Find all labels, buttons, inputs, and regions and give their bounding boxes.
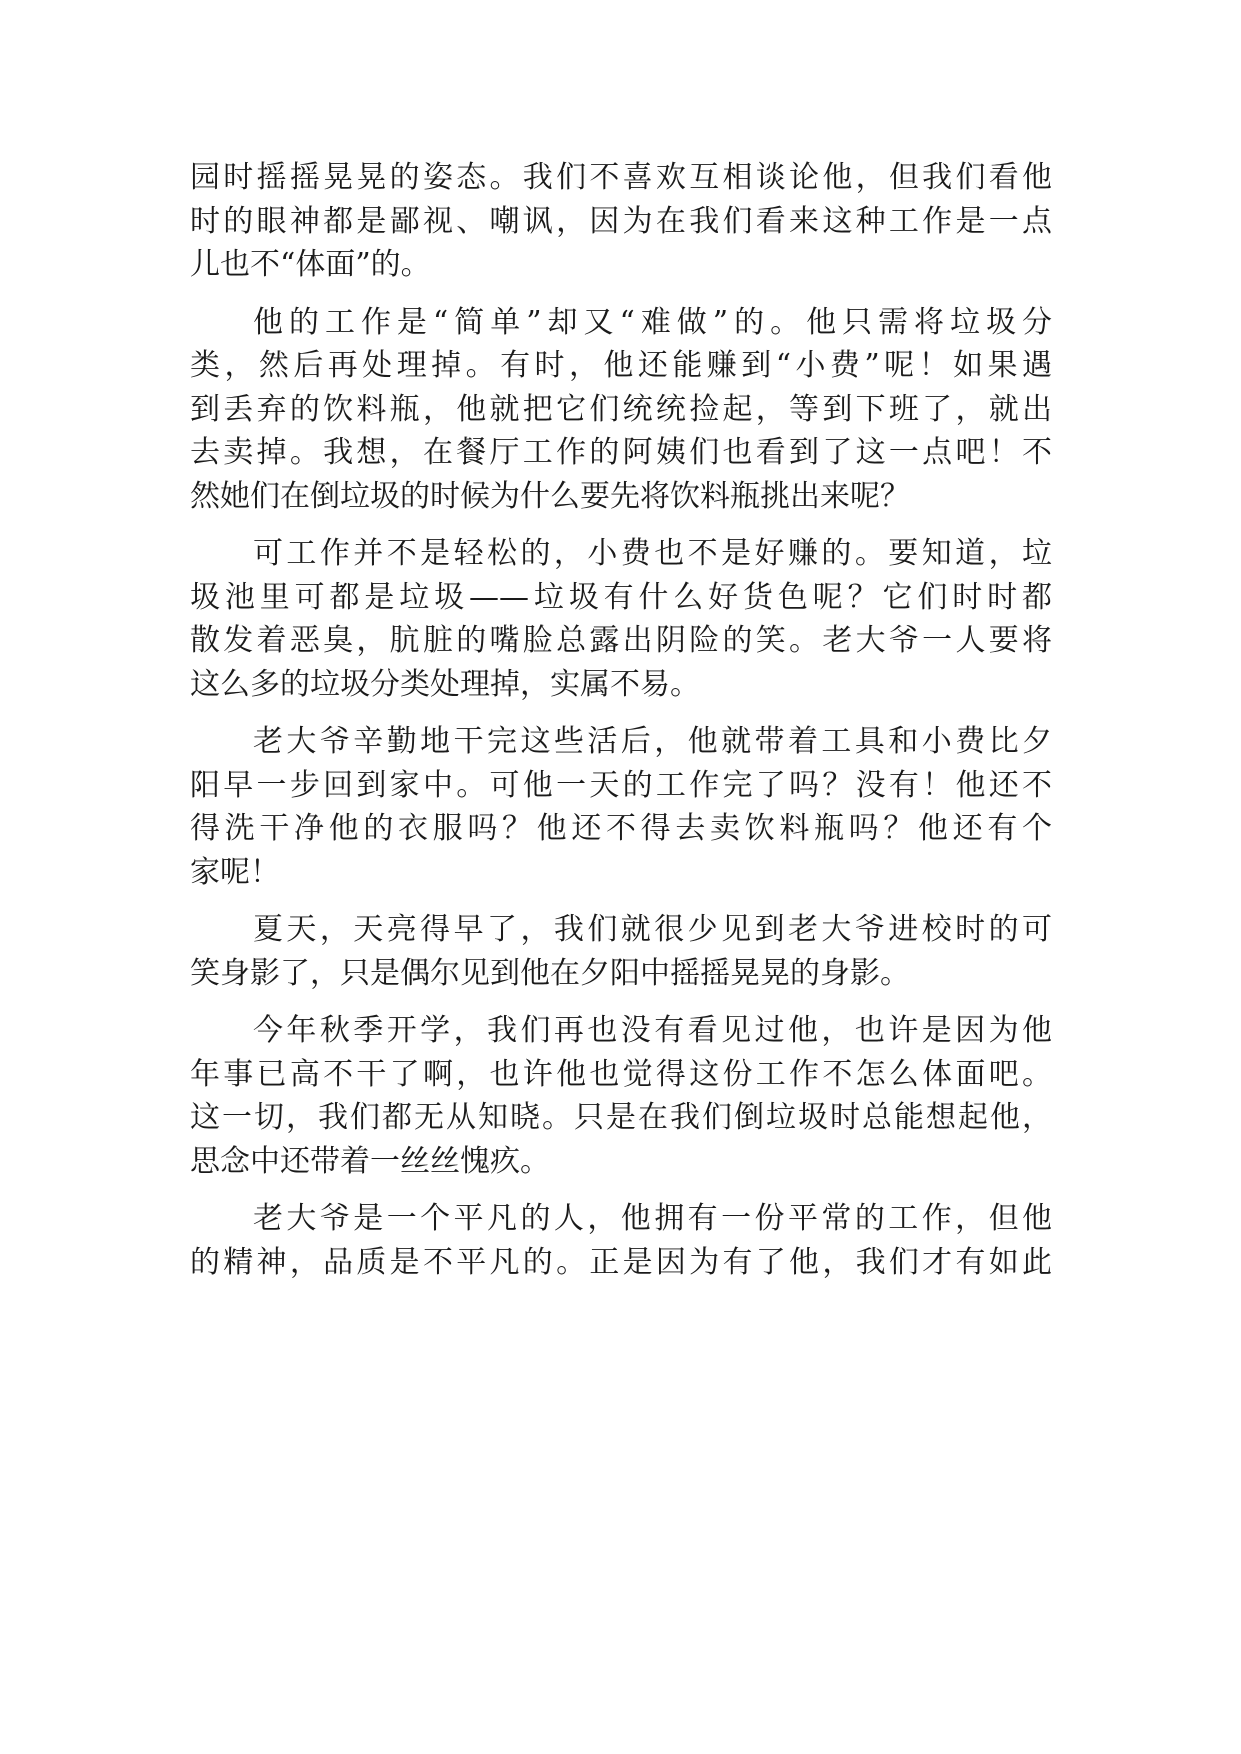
text-line: 笑身影了，只是偶尔见到他在夕阳中摇摇晃晃的身影。 (190, 955, 910, 991)
text-line: 时的眼神都是鄙视、嘲讽，因为在我们看来这种工作是一点 (190, 203, 1052, 239)
text-line: 夏天，天亮得早了，我们就很少见到老大爷进校时的可 (253, 912, 1052, 947)
text-line: 的精神，品质是不平凡的。正是因为有了他，我们才有如此 (190, 1244, 1052, 1280)
paragraph (190, 1009, 1052, 1183)
text-line: 这么多的垃圾分类处理掉，实属不易。 (190, 666, 700, 702)
text-line: 然她们在倒垃圾的时候为什么要先将饮料瓶挑出来呢？ (190, 478, 910, 514)
paragraph (190, 156, 1052, 287)
text-line: 可工作并不是轻松的，小费也不是好赚的。要知道，垃 (253, 536, 1052, 571)
text-line: 阳早一步回到家中。可他一天的工作完了吗？没有！他还不 (190, 767, 1052, 803)
text-line: 老大爷是一个平凡的人，他拥有一份平常的工作，但他 (253, 1201, 1052, 1236)
paragraph (190, 908, 1052, 995)
text-line: 今年秋季开学，我们再也没有看见过他，也许是因为他 (253, 1013, 1052, 1048)
text-line: 年事已高不干了啊，也许他也觉得这份工作不怎么体面吧。 (190, 1056, 1052, 1092)
paragraph (190, 1197, 1052, 1284)
text-line: 老大爷辛勤地干完这些活后，他就带着工具和小费比夕 (253, 724, 1052, 759)
text-line: 家呢！ (190, 854, 280, 890)
text-line: 园时摇摇晃晃的姿态。我们不喜欢互相谈论他，但我们看他 (190, 160, 1052, 195)
text-line: 去卖掉。我想，在餐厅工作的阿姨们也看到了这一点吧！不 (190, 435, 1052, 470)
paragraph (190, 532, 1052, 706)
text-line: 儿也不“体面”的。 (190, 247, 431, 282)
text-line: 思念中还带着一丝丝愧疚。 (190, 1143, 550, 1179)
text-line: 散发着恶臭，肮脏的嘴脸总露出阴险的笑。老大爷一人要将 (190, 623, 1052, 658)
text-line: 类，然后再处理掉。有时，他还能赚到“小费”呢！如果遇 (190, 348, 1052, 383)
text-line: 到丢弃的饮料瓶，他就把它们统统捡起，等到下班了，就出 (190, 391, 1052, 427)
text-line: 得洗干净他的衣服吗？他还不得去卖饮料瓶吗？他还有个 (190, 811, 1052, 846)
text-line: 他的工作是“简单”却又“难做”的。他只需将垃圾分 (253, 304, 1052, 340)
paragraph (190, 720, 1052, 894)
text-line: 这一切，我们都无从知晓。只是在我们倒垃圾时总能想起他， (190, 1100, 1052, 1135)
text-line: 圾池里可都是垃圾——垃圾有什么好货色呢？它们时时都 (190, 579, 1052, 615)
paragraph (190, 301, 1052, 519)
document-body (190, 156, 1052, 1298)
